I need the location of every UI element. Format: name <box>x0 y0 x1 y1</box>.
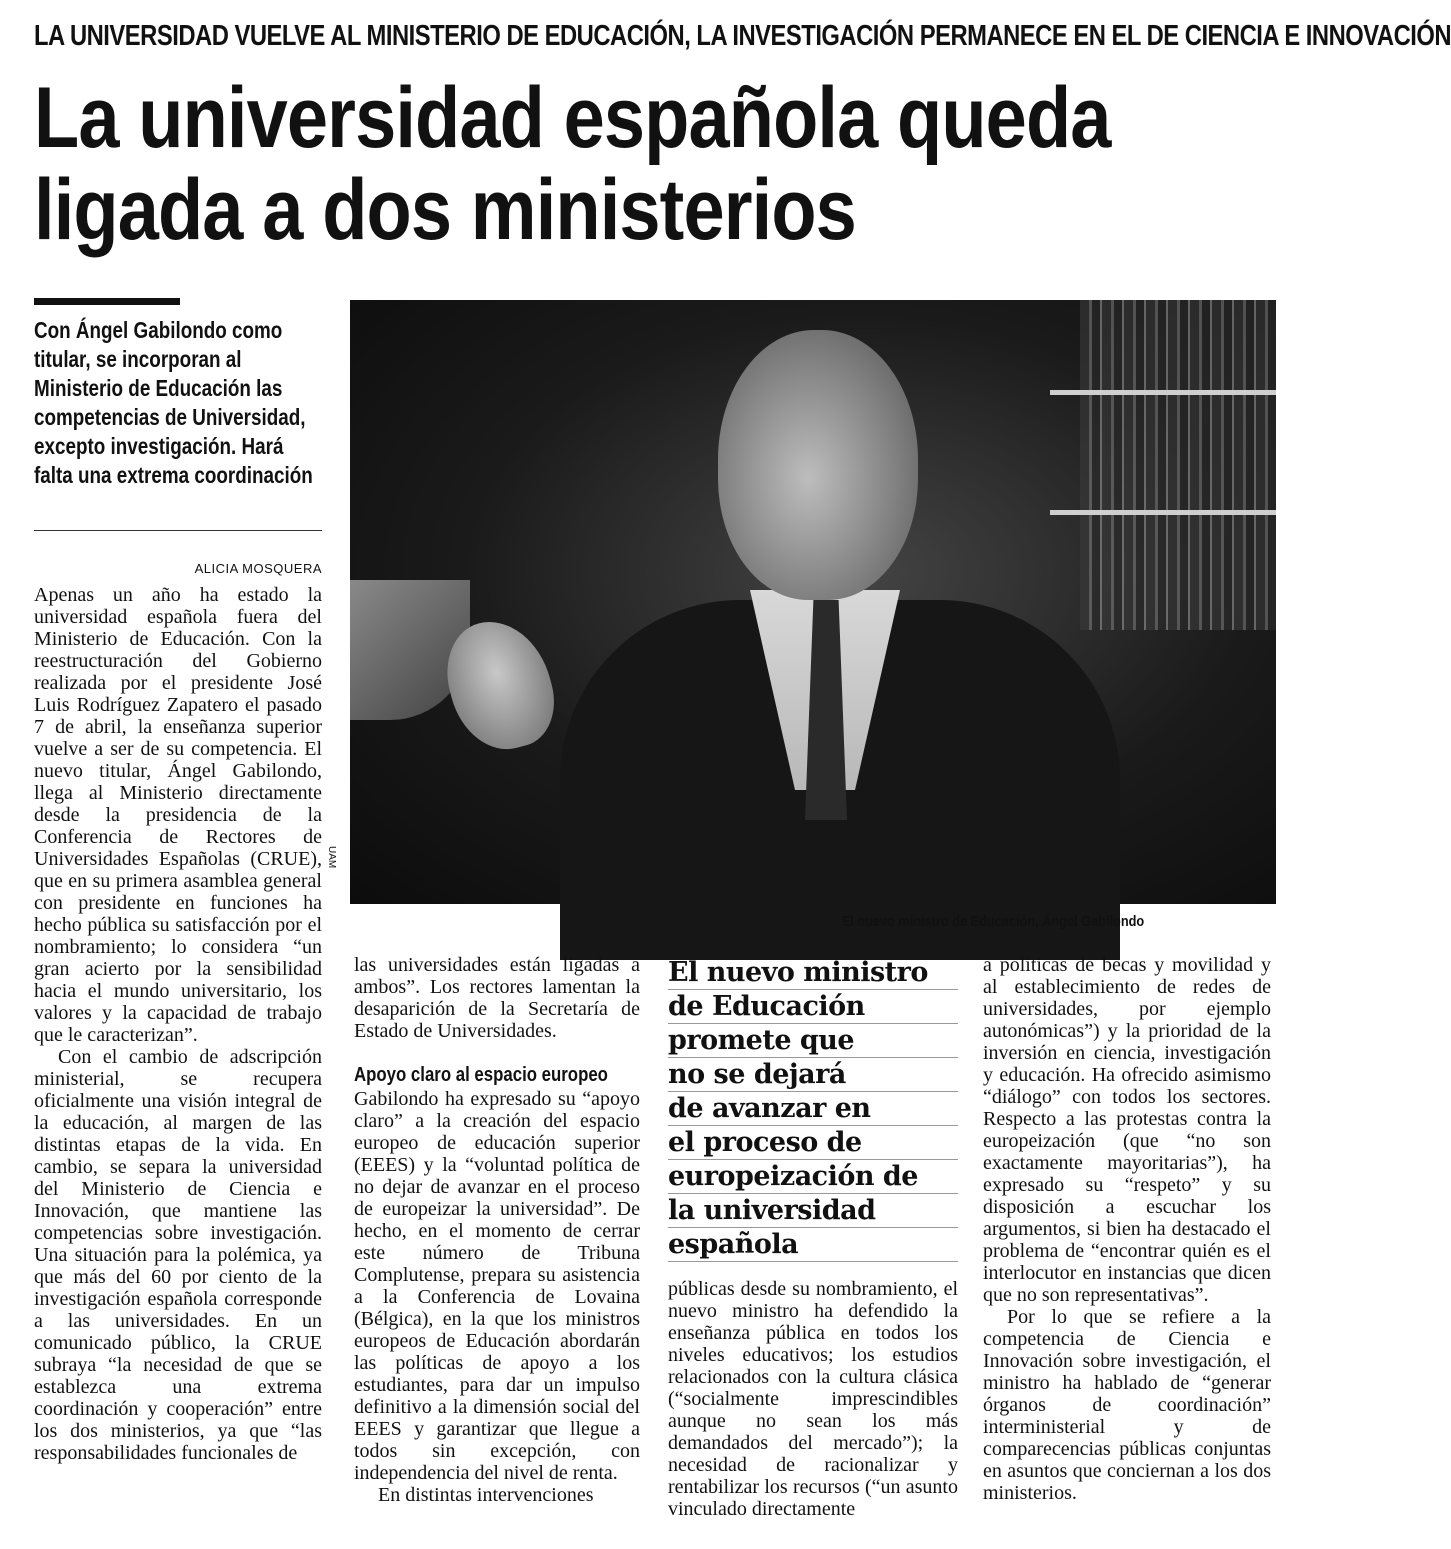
column-1 <box>34 584 322 1464</box>
paragraph: públicas desde su nombramiento, el nuevo ministro ha defendido la enseñanza pública en todos los niveles educativos; los estudios relacionados con la cultura clásica (“socialmente imprescindibles aunque no sean los más demandados del mercado”); la necesidad de racionalizar y rentabilizar los recursos (“un asunto vinculado directamente <box>668 1278 958 1520</box>
pull-quote-line: europeización de <box>668 1160 958 1194</box>
paragraph: Gabilondo ha expresado su “apoyo claro” a la creación del espacio europeo de educación superior (EEES) y la “voluntad política de no dejar de avanzar en el proceso de europeizar la universidad”. De hecho, en el momento de cerrar este número de Tribuna Complutense, prepara su asistencia a la Conferencia de Lovaina (Bélgica), en la que los ministros europeos de Educación abordarán las políticas de apoyo a los estudiantes, para dar un impulso definitivo a la dimensión social del EEES y garantizar que llegue a todos sin excepción, con independencia del nivel de renta. <box>354 1088 640 1484</box>
photo-caption-text: El nuevo ministro de Educación, Ángel Gabilondo <box>841 913 1145 930</box>
headline-line-1: La universidad española queda <box>34 70 1111 166</box>
photo-credit: UAM <box>326 846 337 869</box>
shelf-board <box>1050 510 1276 515</box>
column-4 <box>983 954 1271 1504</box>
article-headline <box>34 70 1111 258</box>
paragraph: a políticas de becas y movilidad y al establecimiento de redes de universidades, por ejemplo autonómicas”) y la prioridad de la inversión en ciencia, investigación y educación. Ha ofrecido asimismo “diálogo” con todos los sectores. Respecto a las protestas contra la europeización (que “no son exactamente mayoritarias”), ha expresado su “respeto” y su disposición a escuchar los argumentos, si bien ha destacado el problema de “encontrar quién es el interlocutor en instancias que dicen que no son representativas”. <box>983 954 1271 1306</box>
byline: ALICIA MOSQUERA <box>194 561 322 576</box>
pull-quote-line: el proceso de <box>668 1126 958 1160</box>
paragraph: Apenas un año ha estado la universidad española fuera del Ministerio de Educación. Con la reestructuración del Gobierno realizada por el presidente José Luis Rodríguez Zapatero el pasado 7 de abril, la enseñanza superior vuelve a ser de su competencia. El nuevo titular, Ángel Gabilondo, llega al Ministerio directamente desde la presidencia de la Conferencia de Rectores de Universidades Españolas (CRUE), que en su primera asamblea general con presidente en funciones ha hecho pública su satisfacción por el nombramiento; lo considera “un gran acierto por la sensibilidad hacia el mundo universitario, los valores y la capacidad de trabajo que le caracterizan”. <box>34 584 322 1046</box>
article-lead: Con Ángel Gabilondo como titular, se incorporan al Ministerio de Educación las competencias de Universidad, excepto investigación. Hará falta una extrema coordinación <box>34 317 313 488</box>
shelf-board <box>1050 390 1276 395</box>
person-head <box>718 330 918 600</box>
pull-quote-line: no se dejará <box>668 1058 958 1092</box>
headline-line-2: ligada a dos ministerios <box>34 162 856 258</box>
lead-divider <box>34 530 322 531</box>
paragraph: Con el cambio de adscripción ministerial, se recupera oficialmente una visión integral de la educación, al margen de las distintas etapas de la vida. En cambio, se separa la universidad del Ministerio de Ciencia e Innovación, que mantiene las competencias sobre investigación. Una situación para la polémica, ya que más del 60 por ciento de la investigación española corresponde a las universidades. En un comunicado público, la CRUE subraya “la necesidad de que se establezca una extrema coordinación y cooperación” entre los dos ministerios, ya que “las responsabilidades funcionales de <box>34 1046 322 1464</box>
bookshelf-background <box>1080 300 1276 630</box>
section-subhead: Apoyo claro al espacio europeo <box>354 1064 608 1086</box>
pull-quote-line: de avanzar en <box>668 1092 958 1126</box>
article-kicker: LA UNIVERSIDAD VUELVE AL MINISTERIO DE EDUCACIÓN, LA INVESTIGACIÓN PERMANECE EN EL DE CIENCIA E INNOVACIÓN <box>34 20 1451 52</box>
column-3 <box>668 1278 958 1520</box>
pull-quote-line: El nuevo ministro <box>668 956 958 990</box>
pull-quote-line: de Educación <box>668 990 958 1024</box>
pull-quote-line: española <box>668 1228 958 1262</box>
lead-rule <box>34 298 180 305</box>
paragraph: En distintas intervenciones <box>378 1484 594 1506</box>
photo-caption <box>350 913 1276 930</box>
pull-quote-line: promete que <box>668 1024 958 1058</box>
pull-quote <box>668 956 958 1262</box>
paragraph: las universidades están ligadas a ambos”. Los rectores lamentan la desaparición de la Secretaría de Estado de Universidades. <box>354 954 640 1042</box>
article-photo <box>350 300 1276 904</box>
paragraph: Por lo que se refiere a la competencia de Ciencia e Innovación sobre investigación, el ministro ha hablado de “generar órganos de coordinación” interministerial y de comparecencias públicas conjuntas en asuntos que conciernan a los dos ministerios. <box>983 1306 1271 1504</box>
pull-quote-line: la universidad <box>668 1194 958 1228</box>
column-2 <box>354 954 640 1506</box>
